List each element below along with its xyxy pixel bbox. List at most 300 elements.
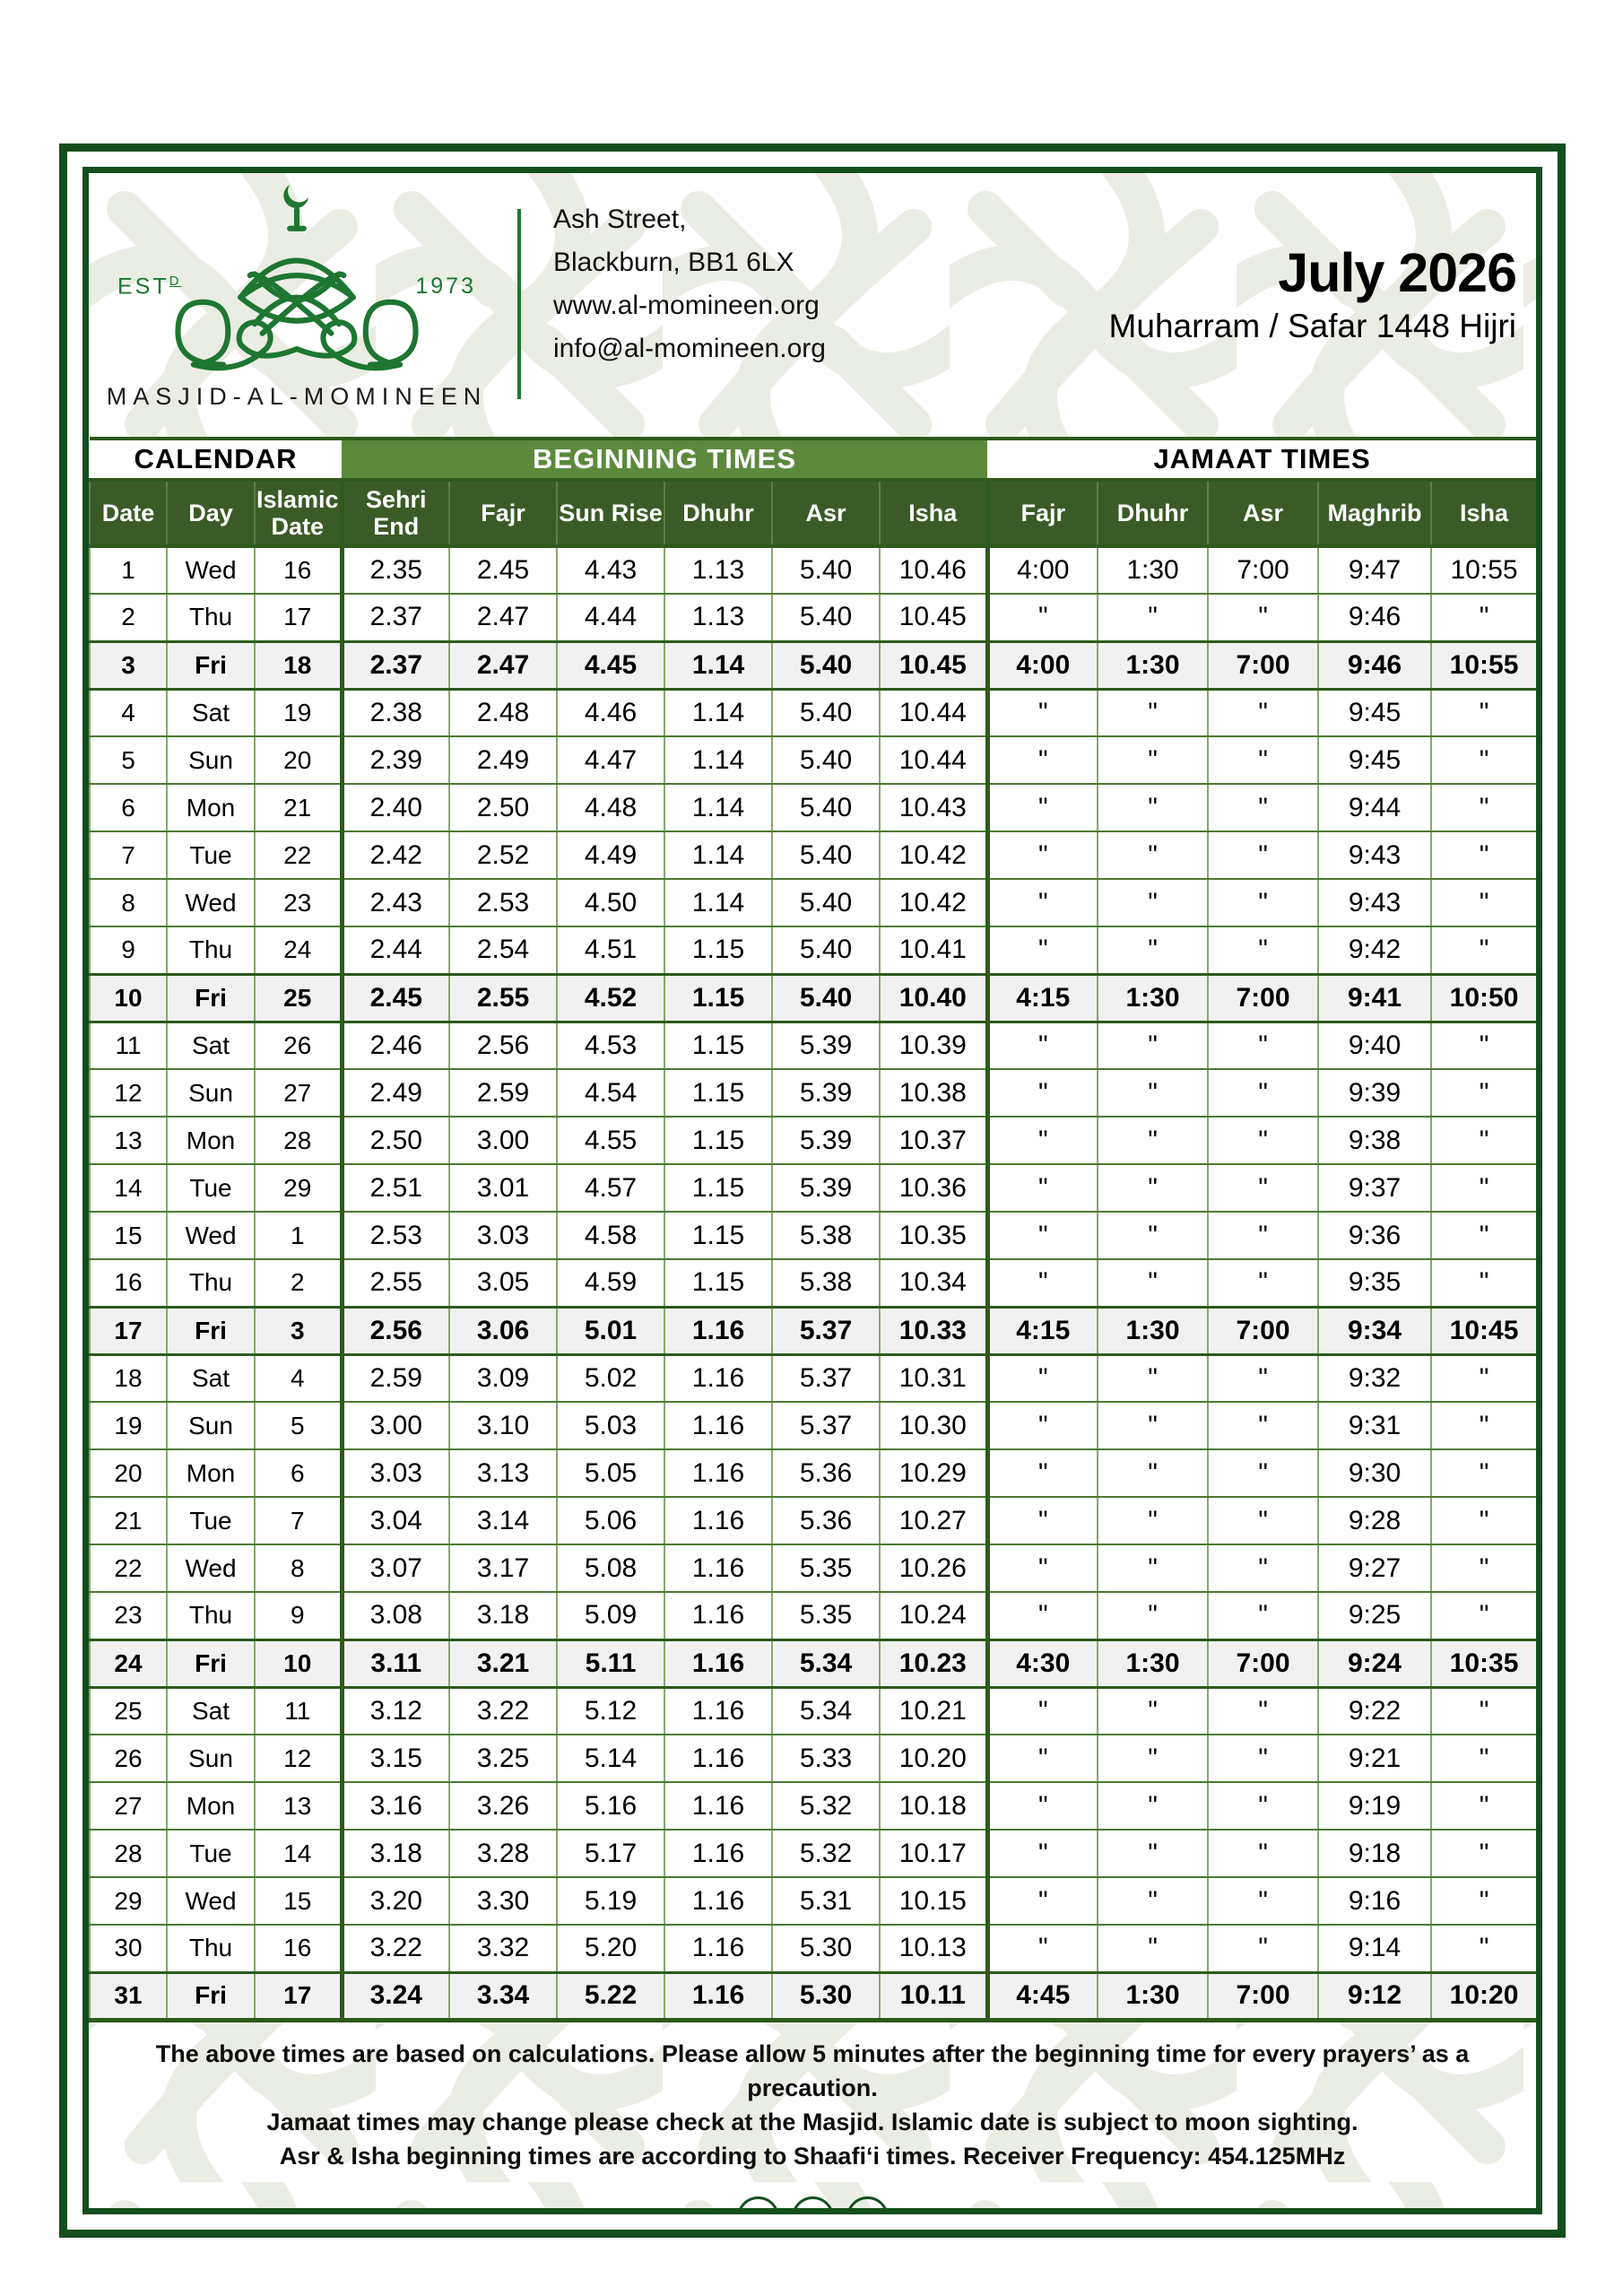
cell-jamaat_asr: " bbox=[1208, 1592, 1318, 1639]
day-row bbox=[90, 1354, 1537, 1402]
cell-day: Thu bbox=[167, 1925, 255, 1972]
cell-jamaat_isha: " bbox=[1431, 1830, 1537, 1877]
cell-isha: 10.17 bbox=[880, 1830, 987, 1877]
cell-asr: 5.40 bbox=[772, 879, 880, 926]
cell-sehri: 3.03 bbox=[342, 1449, 449, 1497]
hijri-subtitle: Muharram / Safar 1448 Hijri bbox=[1108, 308, 1516, 344]
cell-jamaat_dhuhr: " bbox=[1098, 879, 1208, 926]
cell-asr: 5.40 bbox=[772, 594, 880, 641]
cell-jamaat_maghrib: 9:22 bbox=[1318, 1687, 1431, 1735]
cell-isha: 10.11 bbox=[880, 1972, 987, 2020]
cell-isha: 10.46 bbox=[880, 546, 987, 594]
cell-jamaat_dhuhr: 1:30 bbox=[1098, 1972, 1208, 2020]
cell-date: 1 bbox=[90, 546, 167, 594]
cell-jamaat_fajr: " bbox=[987, 1544, 1098, 1592]
cell-date: 8 bbox=[90, 879, 167, 926]
cell-date: 30 bbox=[90, 1925, 167, 1972]
cell-date: 23 bbox=[90, 1592, 167, 1639]
cell-sehri: 2.35 bbox=[342, 546, 449, 594]
cell-jamaat_dhuhr: 1:30 bbox=[1098, 546, 1208, 594]
cell-jamaat_asr: " bbox=[1208, 831, 1318, 879]
cell-sunrise: 4.52 bbox=[557, 974, 664, 1022]
cell-dhuhr: 1.14 bbox=[664, 689, 772, 736]
column-header-islamic: Islamic Date bbox=[255, 480, 342, 546]
cell-date: 16 bbox=[90, 1259, 167, 1307]
cell-sunrise: 5.19 bbox=[557, 1877, 664, 1925]
cell-date: 31 bbox=[90, 1972, 167, 2020]
cell-jamaat_isha: " bbox=[1431, 1877, 1537, 1925]
cell-jamaat_maghrib: 9:36 bbox=[1318, 1212, 1431, 1259]
cell-jamaat_fajr: " bbox=[987, 1497, 1098, 1544]
cell-sunrise: 4.58 bbox=[557, 1212, 664, 1259]
cell-day: Wed bbox=[167, 1544, 255, 1592]
cell-jamaat_asr: " bbox=[1208, 594, 1318, 641]
cell-jamaat_fajr: 4:45 bbox=[987, 1972, 1098, 2020]
cell-jamaat_fajr: " bbox=[987, 594, 1098, 641]
cell-asr: 5.39 bbox=[772, 1164, 880, 1212]
cell-asr: 5.31 bbox=[772, 1877, 880, 1925]
cell-jamaat_isha: " bbox=[1431, 1402, 1537, 1449]
cell-isha: 10.34 bbox=[880, 1259, 987, 1307]
cell-jamaat_fajr: " bbox=[987, 1735, 1098, 1782]
cell-date: 18 bbox=[90, 1354, 167, 1402]
cell-fajr: 2.45 bbox=[449, 546, 557, 594]
cell-isha: 10.30 bbox=[880, 1402, 987, 1449]
cell-jamaat_fajr: 4:00 bbox=[987, 641, 1098, 689]
cell-jamaat_asr: " bbox=[1208, 1212, 1318, 1259]
day-row bbox=[90, 689, 1537, 736]
cell-jamaat_asr: " bbox=[1208, 736, 1318, 784]
cell-dhuhr: 1.16 bbox=[664, 1830, 772, 1877]
cell-sehri: 2.43 bbox=[342, 879, 449, 926]
address-line-2: Blackburn, BB1 6LX bbox=[553, 248, 794, 277]
cell-islamic: 4 bbox=[255, 1354, 342, 1402]
column-header-day: Day bbox=[167, 480, 255, 546]
column-header-sehri: Sehri End bbox=[342, 480, 449, 546]
day-row bbox=[90, 1117, 1537, 1164]
facebook-icon[interactable] bbox=[737, 2196, 779, 2215]
cell-jamaat_dhuhr: " bbox=[1098, 1544, 1208, 1592]
cell-jamaat_fajr: " bbox=[987, 1449, 1098, 1497]
cell-jamaat_maghrib: 9:44 bbox=[1318, 784, 1431, 831]
cell-date: 14 bbox=[90, 1164, 167, 1212]
cell-jamaat_fajr: " bbox=[987, 1354, 1098, 1402]
cell-sehri: 2.51 bbox=[342, 1164, 449, 1212]
cell-jamaat_isha: " bbox=[1431, 1212, 1537, 1259]
cell-jamaat_asr: 7:00 bbox=[1208, 974, 1318, 1022]
cell-sehri: 2.37 bbox=[342, 594, 449, 641]
cell-day: Sat bbox=[167, 689, 255, 736]
cell-islamic: 6 bbox=[255, 1449, 342, 1497]
cell-dhuhr: 1.16 bbox=[664, 1307, 772, 1354]
cell-jamaat_fajr: " bbox=[987, 1830, 1098, 1877]
cell-date: 15 bbox=[90, 1212, 167, 1259]
cell-jamaat_isha: " bbox=[1431, 1544, 1537, 1592]
cell-fajr: 3.13 bbox=[449, 1449, 557, 1497]
cell-islamic: 17 bbox=[255, 594, 342, 641]
email-link[interactable]: info@al-momineen.org bbox=[553, 334, 826, 363]
cell-jamaat_maghrib: 9:47 bbox=[1318, 546, 1431, 594]
header-divider bbox=[517, 209, 521, 399]
cell-jamaat_maghrib: 9:43 bbox=[1318, 831, 1431, 879]
cell-fajr: 2.47 bbox=[449, 641, 557, 689]
cell-isha: 10.18 bbox=[880, 1782, 987, 1830]
cell-islamic: 1 bbox=[255, 1212, 342, 1259]
established-year: 1973 bbox=[415, 274, 476, 299]
cell-isha: 10.24 bbox=[880, 1592, 987, 1639]
cell-fajr: 2.54 bbox=[449, 926, 557, 974]
cell-date: 3 bbox=[90, 641, 167, 689]
cell-fajr: 3.21 bbox=[449, 1639, 557, 1687]
established-label: $EST^D$ bbox=[117, 274, 182, 300]
instagram-icon[interactable] bbox=[846, 2196, 889, 2215]
cell-islamic: 10 bbox=[255, 1639, 342, 1687]
cell-day: Wed bbox=[167, 1877, 255, 1925]
cell-jamaat_isha: " bbox=[1431, 1782, 1537, 1830]
cell-jamaat_isha: 10:55 bbox=[1431, 546, 1537, 594]
cell-date: 21 bbox=[90, 1497, 167, 1544]
cell-jamaat_dhuhr: 1:30 bbox=[1098, 1639, 1208, 1687]
cell-jamaat_asr: " bbox=[1208, 1259, 1318, 1307]
cell-fajr: 3.26 bbox=[449, 1782, 557, 1830]
cell-isha: 10.23 bbox=[880, 1639, 987, 1687]
cell-sehri: 2.45 bbox=[342, 974, 449, 1022]
cell-jamaat_maghrib: 9:30 bbox=[1318, 1449, 1431, 1497]
cell-sehri: 3.00 bbox=[342, 1402, 449, 1449]
twitter-icon[interactable] bbox=[792, 2196, 834, 2215]
cell-sunrise: 4.59 bbox=[557, 1259, 664, 1307]
cell-jamaat_maghrib: 9:39 bbox=[1318, 1069, 1431, 1117]
day-row bbox=[90, 1782, 1537, 1830]
cell-islamic: 22 bbox=[255, 831, 342, 879]
cell-jamaat_asr: " bbox=[1208, 1735, 1318, 1782]
website-link[interactable]: www.al-momineen.org bbox=[553, 291, 820, 320]
cell-day: Thu bbox=[167, 1592, 255, 1639]
cell-sunrise: 5.22 bbox=[557, 1972, 664, 2020]
masjid-name: MASJID-AL-MOMINEEN bbox=[106, 383, 488, 410]
cell-jamaat_maghrib: 9:45 bbox=[1318, 736, 1431, 784]
cell-jamaat_maghrib: 9:38 bbox=[1318, 1117, 1431, 1164]
day-row bbox=[90, 784, 1537, 831]
cell-jamaat_isha: " bbox=[1431, 1354, 1537, 1402]
cell-day: Mon bbox=[167, 1782, 255, 1830]
cell-dhuhr: 1.16 bbox=[664, 1449, 772, 1497]
cell-jamaat_isha: " bbox=[1431, 689, 1537, 736]
cell-day: Fri bbox=[167, 974, 255, 1022]
cell-sunrise: 4.47 bbox=[557, 736, 664, 784]
cell-dhuhr: 1.16 bbox=[664, 1925, 772, 1972]
cell-jamaat_asr: " bbox=[1208, 1687, 1318, 1735]
cell-jamaat_asr: " bbox=[1208, 879, 1318, 926]
cell-asr: 5.40 bbox=[772, 974, 880, 1022]
cell-date: 12 bbox=[90, 1069, 167, 1117]
cell-day: Thu bbox=[167, 1259, 255, 1307]
cell-jamaat_isha: " bbox=[1431, 784, 1537, 831]
cell-isha: 10.35 bbox=[880, 1212, 987, 1259]
cell-fajr: 3.28 bbox=[449, 1830, 557, 1877]
cell-jamaat_isha: " bbox=[1431, 1164, 1537, 1212]
contact-block bbox=[553, 198, 826, 437]
cell-dhuhr: 1.15 bbox=[664, 1259, 772, 1307]
cell-asr: 5.34 bbox=[772, 1687, 880, 1735]
cell-sehri: 3.15 bbox=[342, 1735, 449, 1782]
cell-day: Wed bbox=[167, 1212, 255, 1259]
cell-asr: 5.40 bbox=[772, 689, 880, 736]
cell-dhuhr: 1.15 bbox=[664, 974, 772, 1022]
title-block bbox=[1109, 241, 1516, 437]
cell-fajr: 3.05 bbox=[449, 1259, 557, 1307]
cell-fajr: 3.03 bbox=[449, 1212, 557, 1259]
cell-sehri: 2.56 bbox=[342, 1307, 449, 1354]
cell-dhuhr: 1.15 bbox=[664, 1212, 772, 1259]
cell-islamic: 7 bbox=[255, 1497, 342, 1544]
cell-date: 10 bbox=[90, 974, 167, 1022]
cell-date: 19 bbox=[90, 1402, 167, 1449]
cell-isha: 10.31 bbox=[880, 1354, 987, 1402]
cell-jamaat_isha: " bbox=[1431, 1069, 1537, 1117]
cell-sunrise: 5.20 bbox=[557, 1925, 664, 1972]
cell-dhuhr: 1.16 bbox=[664, 1544, 772, 1592]
friday-row bbox=[90, 1639, 1537, 1687]
cell-islamic: 14 bbox=[255, 1830, 342, 1877]
cell-sunrise: 5.12 bbox=[557, 1687, 664, 1735]
cell-date: 9 bbox=[90, 926, 167, 974]
cell-isha: 10.43 bbox=[880, 784, 987, 831]
cell-jamaat_isha: 10:50 bbox=[1431, 974, 1537, 1022]
cell-date: 28 bbox=[90, 1830, 167, 1877]
cell-day: Fri bbox=[167, 1639, 255, 1687]
timetable bbox=[89, 437, 1538, 2022]
column-header-date: Date bbox=[90, 480, 167, 546]
day-row bbox=[90, 1259, 1537, 1307]
cell-sunrise: 4.44 bbox=[557, 594, 664, 641]
cell-jamaat_fajr: " bbox=[987, 1212, 1098, 1259]
cell-dhuhr: 1.14 bbox=[664, 879, 772, 926]
cell-jamaat_maghrib: 9:32 bbox=[1318, 1354, 1431, 1402]
cell-fajr: 3.30 bbox=[449, 1877, 557, 1925]
cell-jamaat_maghrib: 9:12 bbox=[1318, 1972, 1431, 2020]
cell-jamaat_isha: 10:20 bbox=[1431, 1972, 1537, 2020]
cell-sehri: 2.53 bbox=[342, 1212, 449, 1259]
cell-dhuhr: 1.15 bbox=[664, 926, 772, 974]
cell-jamaat_dhuhr: " bbox=[1098, 594, 1208, 641]
cell-isha: 10.44 bbox=[880, 689, 987, 736]
cell-jamaat_asr: " bbox=[1208, 1782, 1318, 1830]
cell-sunrise: 4.48 bbox=[557, 784, 664, 831]
cell-day: Wed bbox=[167, 546, 255, 594]
cell-jamaat_dhuhr: " bbox=[1098, 784, 1208, 831]
cell-sunrise: 5.05 bbox=[557, 1449, 664, 1497]
cell-sehri: 2.50 bbox=[342, 1117, 449, 1164]
cell-jamaat_maghrib: 9:31 bbox=[1318, 1402, 1431, 1449]
cell-jamaat_maghrib: 9:19 bbox=[1318, 1782, 1431, 1830]
cell-jamaat_dhuhr: 1:30 bbox=[1098, 1307, 1208, 1354]
cell-jamaat_dhuhr: " bbox=[1098, 926, 1208, 974]
cell-jamaat_dhuhr: " bbox=[1098, 1402, 1208, 1449]
cell-jamaat_fajr: " bbox=[987, 1022, 1098, 1069]
cell-jamaat_asr: " bbox=[1208, 1022, 1318, 1069]
cell-day: Tue bbox=[167, 1830, 255, 1877]
cell-asr: 5.40 bbox=[772, 546, 880, 594]
cell-sunrise: 4.50 bbox=[557, 879, 664, 926]
cell-islamic: 8 bbox=[255, 1544, 342, 1592]
day-row bbox=[90, 1830, 1537, 1877]
cell-fajr: 3.17 bbox=[449, 1544, 557, 1592]
cell-asr: 5.36 bbox=[772, 1497, 880, 1544]
cell-isha: 10.20 bbox=[880, 1735, 987, 1782]
cell-jamaat_dhuhr: " bbox=[1098, 1022, 1208, 1069]
cell-sunrise: 4.57 bbox=[557, 1164, 664, 1212]
cell-dhuhr: 1.16 bbox=[664, 1639, 772, 1687]
cell-jamaat_dhuhr: " bbox=[1098, 1687, 1208, 1735]
cell-asr: 5.32 bbox=[772, 1830, 880, 1877]
cell-islamic: 12 bbox=[255, 1735, 342, 1782]
cell-dhuhr: 1.15 bbox=[664, 1164, 772, 1212]
poster-content bbox=[89, 173, 1536, 2208]
poster-footer bbox=[89, 2022, 1536, 2215]
cell-date: 27 bbox=[90, 1782, 167, 1830]
day-row bbox=[90, 1164, 1537, 1212]
social-links bbox=[89, 2196, 1536, 2215]
cell-jamaat_dhuhr: " bbox=[1098, 1069, 1208, 1117]
cell-asr: 5.40 bbox=[772, 926, 880, 974]
cell-sehri: 2.38 bbox=[342, 689, 449, 736]
friday-row bbox=[90, 1307, 1537, 1354]
footnote-2: Jamaat times may change please check at the Masjid. Islamic date is subject to moon sighting. bbox=[266, 2108, 1358, 2135]
cell-jamaat_maghrib: 9:35 bbox=[1318, 1259, 1431, 1307]
cell-jamaat_asr: " bbox=[1208, 1449, 1318, 1497]
cell-asr: 5.40 bbox=[772, 784, 880, 831]
day-row bbox=[90, 1687, 1537, 1735]
cell-date: 7 bbox=[90, 831, 167, 879]
cell-asr: 5.38 bbox=[772, 1259, 880, 1307]
cell-asr: 5.40 bbox=[772, 831, 880, 879]
cell-fajr: 3.00 bbox=[449, 1117, 557, 1164]
cell-sunrise: 5.02 bbox=[557, 1354, 664, 1402]
cell-dhuhr: 1.16 bbox=[664, 1782, 772, 1830]
cell-day: Mon bbox=[167, 1449, 255, 1497]
cell-jamaat_isha: " bbox=[1431, 879, 1537, 926]
cell-dhuhr: 1.16 bbox=[664, 1735, 772, 1782]
cell-sehri: 3.07 bbox=[342, 1544, 449, 1592]
cell-dhuhr: 1.15 bbox=[664, 1022, 772, 1069]
cell-fajr: 3.18 bbox=[449, 1592, 557, 1639]
cell-sunrise: 4.49 bbox=[557, 831, 664, 879]
cell-jamaat_dhuhr: " bbox=[1098, 831, 1208, 879]
cell-jamaat_isha: " bbox=[1431, 1022, 1537, 1069]
cell-dhuhr: 1.16 bbox=[664, 1402, 772, 1449]
cell-jamaat_dhuhr: " bbox=[1098, 736, 1208, 784]
cell-sehri: 2.59 bbox=[342, 1354, 449, 1402]
cell-isha: 10.39 bbox=[880, 1022, 987, 1069]
cell-jamaat_dhuhr: " bbox=[1098, 1830, 1208, 1877]
footnote-1: The above times are based on calculations. Please allow 5 minutes after the beginning time for every prayers’ as a precaution. bbox=[155, 2039, 1470, 2101]
cell-sehri: 2.42 bbox=[342, 831, 449, 879]
cell-jamaat_fajr: 4:15 bbox=[987, 974, 1098, 1022]
cell-jamaat_dhuhr: " bbox=[1098, 1782, 1208, 1830]
column-header-jamaat_maghrib: Maghrib bbox=[1318, 480, 1431, 546]
cell-asr: 5.37 bbox=[772, 1402, 880, 1449]
cell-date: 22 bbox=[90, 1544, 167, 1592]
cell-sehri: 2.55 bbox=[342, 1259, 449, 1307]
cell-fajr: 2.59 bbox=[449, 1069, 557, 1117]
cell-asr: 5.32 bbox=[772, 1782, 880, 1830]
cell-jamaat_asr: " bbox=[1208, 1925, 1318, 1972]
cell-jamaat_dhuhr: " bbox=[1098, 689, 1208, 736]
day-row bbox=[90, 1544, 1537, 1592]
cell-day: Sat bbox=[167, 1354, 255, 1402]
cell-day: Sun bbox=[167, 1735, 255, 1782]
cell-day: Fri bbox=[167, 641, 255, 689]
cell-asr: 5.39 bbox=[772, 1069, 880, 1117]
cell-sehri: 2.39 bbox=[342, 736, 449, 784]
cell-jamaat_dhuhr: " bbox=[1098, 1354, 1208, 1402]
cell-date: 17 bbox=[90, 1307, 167, 1354]
cell-islamic: 23 bbox=[255, 879, 342, 926]
cell-dhuhr: 1.16 bbox=[664, 1592, 772, 1639]
cell-asr: 5.39 bbox=[772, 1117, 880, 1164]
cell-asr: 5.37 bbox=[772, 1307, 880, 1354]
cell-jamaat_asr: " bbox=[1208, 1830, 1318, 1877]
cell-jamaat_dhuhr: " bbox=[1098, 1259, 1208, 1307]
cell-asr: 5.38 bbox=[772, 1212, 880, 1259]
cell-day: Wed bbox=[167, 879, 255, 926]
day-row bbox=[90, 879, 1537, 926]
cell-jamaat_isha: 10:35 bbox=[1431, 1639, 1537, 1687]
cell-sunrise: 5.09 bbox=[557, 1592, 664, 1639]
cell-jamaat_isha: " bbox=[1431, 1687, 1537, 1735]
cell-islamic: 16 bbox=[255, 546, 342, 594]
cell-sehri: 3.12 bbox=[342, 1687, 449, 1735]
cell-jamaat_maghrib: 9:25 bbox=[1318, 1592, 1431, 1639]
cell-sunrise: 4.55 bbox=[557, 1117, 664, 1164]
cell-day: Thu bbox=[167, 926, 255, 974]
cell-sehri: 3.08 bbox=[342, 1592, 449, 1639]
cell-jamaat_asr: " bbox=[1208, 1117, 1318, 1164]
month-title: July 2026 bbox=[1278, 242, 1516, 303]
day-row bbox=[90, 1735, 1537, 1782]
cell-sunrise: 5.03 bbox=[557, 1402, 664, 1449]
cell-islamic: 21 bbox=[255, 784, 342, 831]
cell-isha: 10.21 bbox=[880, 1687, 987, 1735]
cell-jamaat_maghrib: 9:42 bbox=[1318, 926, 1431, 974]
cell-isha: 10.42 bbox=[880, 831, 987, 879]
cell-jamaat_fajr: " bbox=[987, 879, 1098, 926]
cell-sunrise: 5.06 bbox=[557, 1497, 664, 1544]
cell-dhuhr: 1.16 bbox=[664, 1877, 772, 1925]
group-header-calendar: CALENDAR bbox=[90, 439, 342, 480]
column-header-asr: Asr bbox=[772, 480, 880, 546]
cell-islamic: 26 bbox=[255, 1022, 342, 1069]
footnotes bbox=[89, 2037, 1536, 2173]
cell-jamaat_isha: " bbox=[1431, 831, 1537, 879]
cell-jamaat_asr: " bbox=[1208, 1069, 1318, 1117]
friday-row bbox=[90, 974, 1537, 1022]
group-header-jamaat-times: JAMAAT TIMES bbox=[987, 439, 1537, 480]
day-row bbox=[90, 736, 1537, 784]
cell-jamaat_dhuhr: " bbox=[1098, 1212, 1208, 1259]
cell-fajr: 3.22 bbox=[449, 1687, 557, 1735]
day-row bbox=[90, 926, 1537, 974]
cell-jamaat_asr: " bbox=[1208, 1164, 1318, 1212]
cell-jamaat_fajr: " bbox=[987, 1877, 1098, 1925]
cell-fajr: 2.55 bbox=[449, 974, 557, 1022]
cell-dhuhr: 1.13 bbox=[664, 594, 772, 641]
cell-fajr: 2.56 bbox=[449, 1022, 557, 1069]
cell-isha: 10.29 bbox=[880, 1449, 987, 1497]
cell-islamic: 20 bbox=[255, 736, 342, 784]
cell-jamaat_fajr: " bbox=[987, 689, 1098, 736]
